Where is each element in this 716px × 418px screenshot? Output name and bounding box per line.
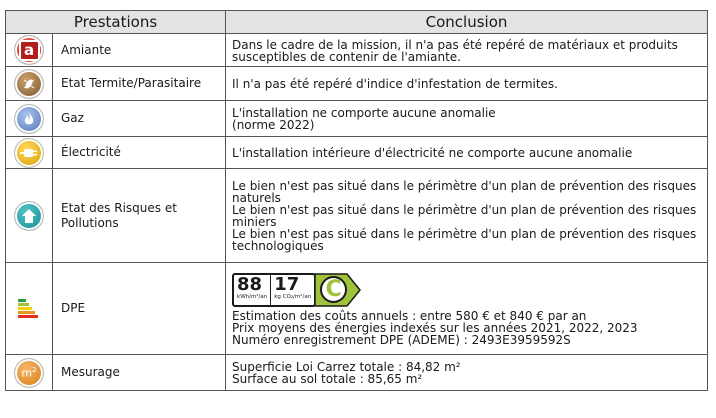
asbestos-icon-letter: a xyxy=(19,40,40,61)
conclusion-cell xyxy=(226,67,708,101)
conclusion-line: Le bien n'est pas situé dans le périmètre d'un plan de prévention des risques miniers xyxy=(232,203,697,229)
conclusion-line: Superficie Loi Carrez totale : 84,82 m² xyxy=(232,360,461,374)
prestation-name: Etat Termite/Parasitaire xyxy=(53,67,226,101)
prestation-name: Mesurage xyxy=(53,355,226,391)
prestation-name: DPE xyxy=(53,263,226,355)
energy-label-icon xyxy=(14,294,44,324)
energy-value: 88 xyxy=(237,274,263,295)
table-row xyxy=(6,67,708,101)
diagnostics-table xyxy=(5,10,708,391)
area-m2-icon: $m^2$ xyxy=(14,358,44,388)
header-row xyxy=(6,11,708,34)
conclusion-cell xyxy=(226,169,708,263)
conclusion-cell xyxy=(226,263,708,355)
table-row xyxy=(6,263,708,355)
conclusion-line: L'installation intérieure d'électricité ne comporte aucune anomalie xyxy=(232,146,633,160)
table-row xyxy=(6,169,708,263)
conclusion-line: Surface au sol totale : 85,65 m² xyxy=(232,372,423,386)
table-row xyxy=(6,137,708,169)
house-risk-icon xyxy=(14,201,44,231)
dpe-badge xyxy=(232,273,701,307)
termite-icon xyxy=(14,69,44,99)
area-icon-label: m xyxy=(21,366,33,380)
conclusion-line: Estimation des coûts annuels : entre 580 € et 840 € par an xyxy=(232,309,587,323)
prestation-name: Etat des Risques et Pollutions xyxy=(53,169,226,263)
conclusion-cell xyxy=(226,34,708,67)
conclusion-line: Dans le cadre de la mission, il n'a pas été repéré de matériaux et produits susceptibles de contenir de l'amiante. xyxy=(232,37,678,64)
prestation-name: Amiante xyxy=(53,34,226,67)
prestation-name: Gaz xyxy=(53,101,226,137)
conclusion-cell xyxy=(226,355,708,391)
conclusion-line: Le bien n'est pas situé dans le périmètre d'un plan de prévention des risques naturels xyxy=(232,179,697,205)
ges-unit: kg CO₂/m²/an xyxy=(274,294,312,300)
conclusion-line: Le bien n'est pas situé dans le périmètre d'un plan de prévention des risques technologiques xyxy=(232,227,697,253)
ges-value: 17 xyxy=(274,274,300,295)
header-prestations: Prestations xyxy=(6,11,226,34)
table-row xyxy=(6,101,708,137)
energy-unit: kWh/m²/an xyxy=(237,294,268,300)
energy-class-arrow xyxy=(314,273,362,307)
conclusion-line: (norme 2022) xyxy=(232,118,315,132)
energy-class-letter: C xyxy=(320,276,347,303)
conclusion-line: Il n'a pas été repéré d'indice d'infestation de termites. xyxy=(232,77,558,91)
prestation-name: Électricité xyxy=(53,137,226,169)
conclusion-line: Numéro enregistrement DPE (ADEME) : 2493E3959592S xyxy=(232,333,571,347)
asbestos-icon xyxy=(14,35,44,65)
conclusion-line: L'installation ne comporte aucune anomalie xyxy=(232,106,496,120)
table-row xyxy=(6,355,708,391)
conclusion-cell xyxy=(226,101,708,137)
conclusion-cell xyxy=(226,137,708,169)
table-row xyxy=(6,34,708,67)
gas-flame-icon xyxy=(14,104,44,134)
electric-plug-icon xyxy=(14,138,44,168)
header-conclusion: Conclusion xyxy=(226,11,708,34)
conclusion-line: Prix moyens des énergies indexés sur les années 2021, 2022, 2023 xyxy=(232,321,638,335)
